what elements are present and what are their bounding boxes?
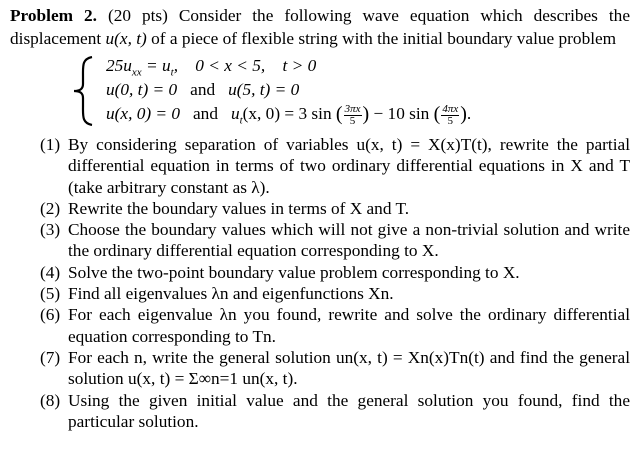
intro-variable: u(x, t) xyxy=(105,29,147,48)
problem-points: (20 pts) xyxy=(107,6,168,25)
list-item: (3) Choose the boundary values which will not give a non-trivial solution and write the ordinary differential equation corresponding to X. xyxy=(40,220,630,261)
fraction-2: $\frac{4\pi x}{5}$ xyxy=(442,102,459,127)
equation-boundary: u(0, t) = 0 and u(5, t) = 0 xyxy=(106,80,300,99)
equation-pde: $25u_{xx} = u_t$, 0 < x < 5, t > 0 xyxy=(106,56,317,79)
question-list xyxy=(10,134,630,432)
equation-initial: u(x, 0) = 0 and $u_t(x$, 0) = 3 sin ( $\frac{3\pi x}{5}$ ) − 10 sin ( $\frac{4\pi x}{5}$ ). xyxy=(106,102,472,127)
problem-label: Problem 2. xyxy=(10,6,97,25)
intro-text-a: Consider the following wave equation which describes the displacement xyxy=(10,6,630,48)
problem-intro xyxy=(10,4,630,50)
list-item: (8) Using the given initial value and the general solution you found, find the particular solution. xyxy=(40,390,630,431)
list-item: (4) Solve the two-point boundary value problem corresponding to X. xyxy=(40,262,520,282)
fraction-1: $\frac{3\pi x}{5}$ xyxy=(344,102,361,127)
equation-system xyxy=(70,54,630,126)
equation-lines xyxy=(106,54,471,126)
list-item: (7) For each n, write the general solution un(x, t) = Xn(x)Tn(t) and find the general solution u(x, t) = Σ∞n=1 un(x, t). xyxy=(40,347,630,389)
intro-text-b: of a piece of flexible string with the initial boundary value problem xyxy=(151,29,617,48)
list-item: (1) By considering separation of variables u(x, t) = X(x)T(t), rewrite the partial differential equation in terms of two ordinary differential equations in X and T (take arbitrary constant as λ). xyxy=(40,135,630,197)
list-item: (6) For each eigenvalue λn you found, rewrite and solve the ordinary differential equation corresponding to Tn. xyxy=(40,305,630,346)
list-item: (2) Rewrite the boundary values in terms of X and T. xyxy=(40,198,410,218)
left-brace-icon xyxy=(70,56,98,126)
list-item: (5) Find all eigenvalues λn and eigenfunctions Xn. xyxy=(40,284,394,304)
